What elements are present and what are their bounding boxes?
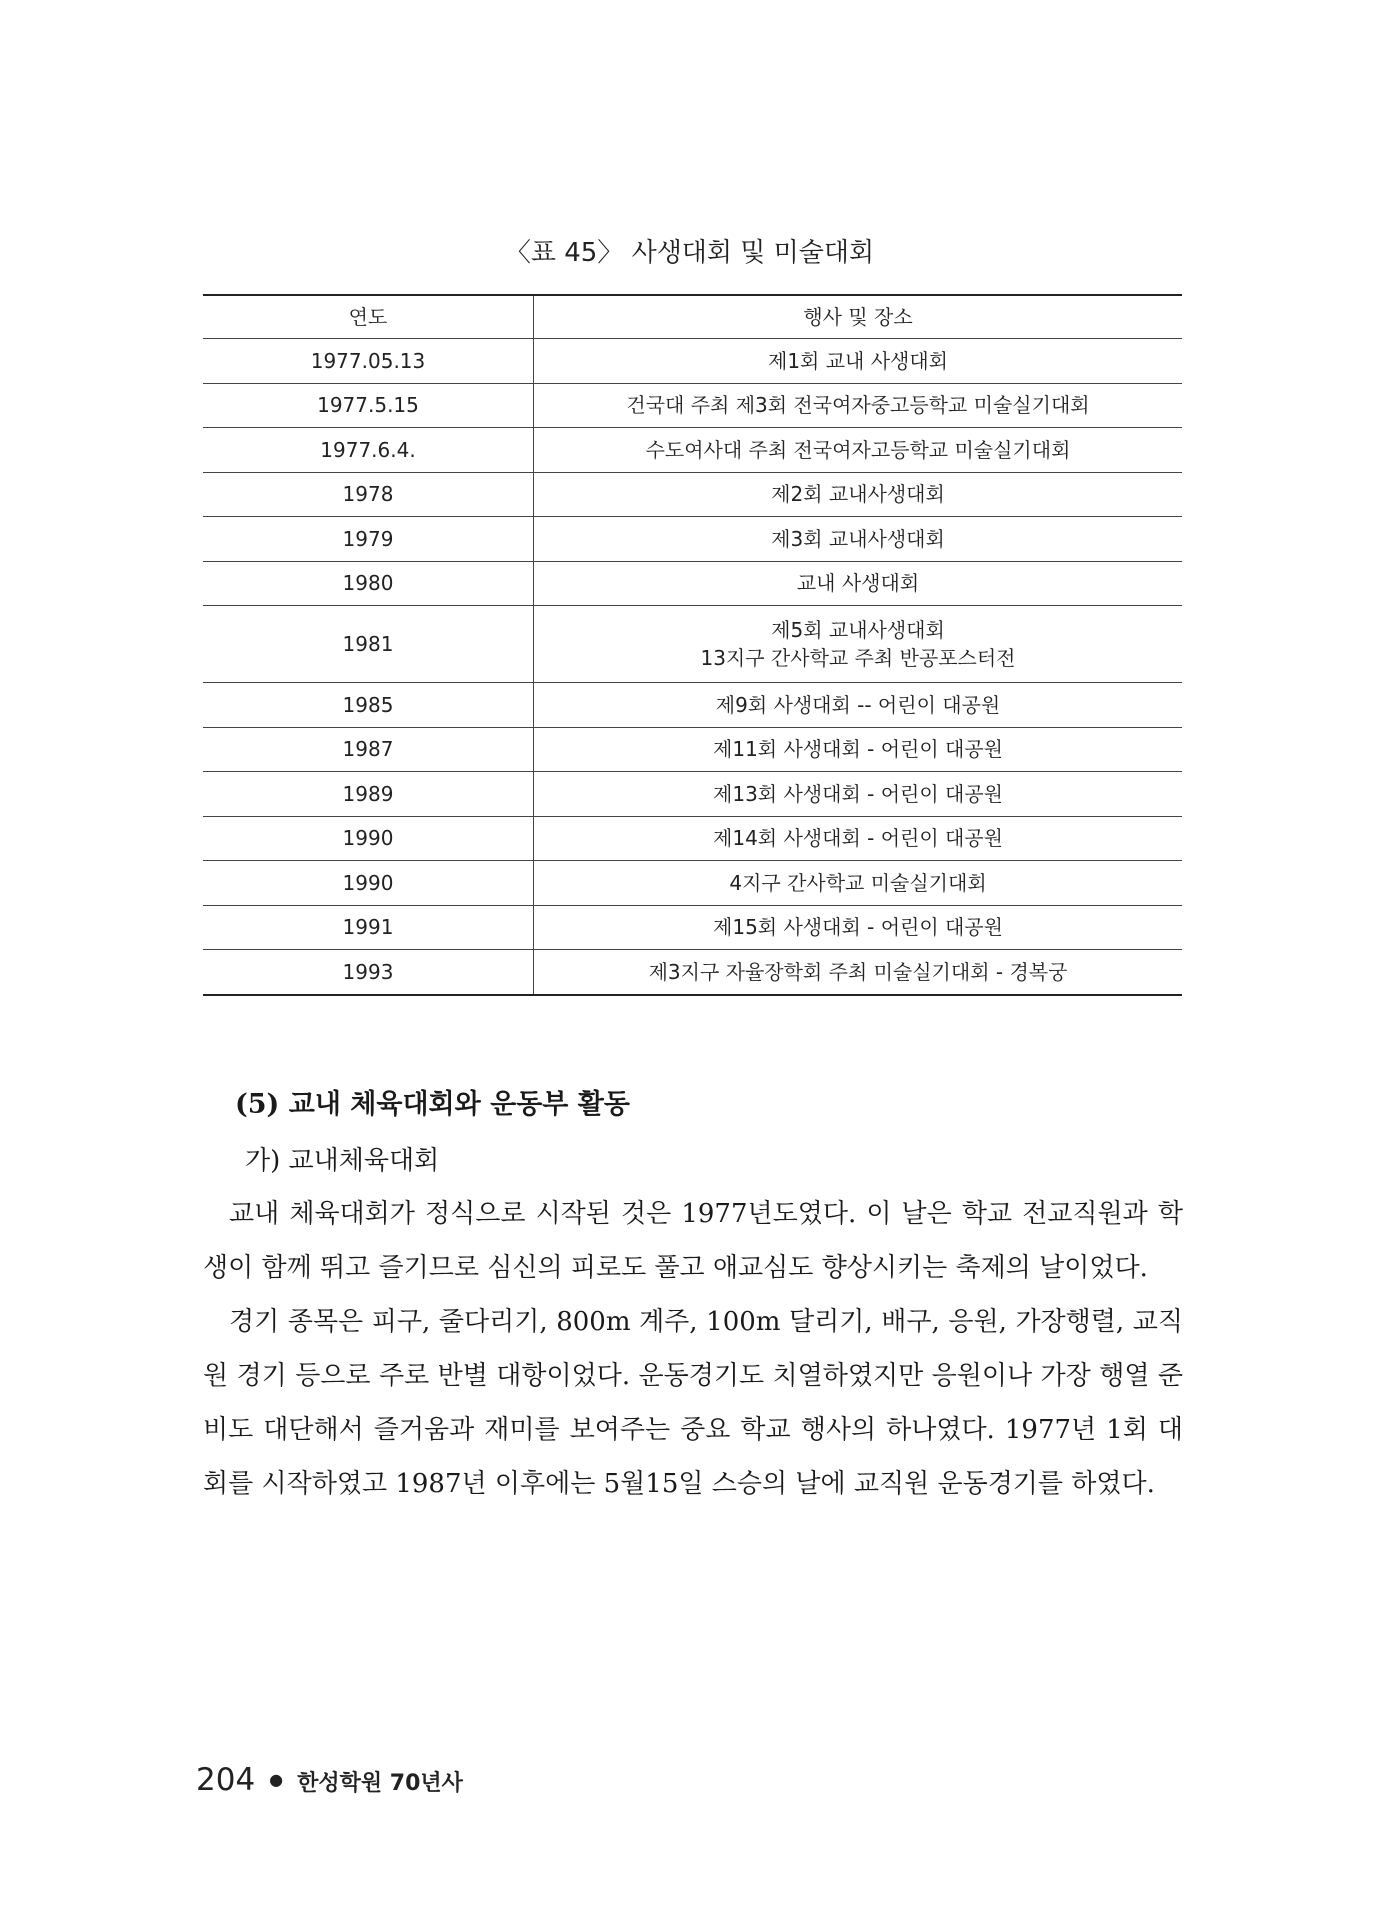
table-caption: 〈표 45〉 사생대회 및 미술대회 [504,238,875,268]
year-cell: 1980 [203,561,534,606]
event-cell: 4지구 간사학교 미술실기대회 [534,861,1183,906]
event-cell: 교내 사생대회 [534,561,1183,606]
table-row [203,339,1182,384]
year-cell: 1979 [203,517,534,562]
year-cell: 1989 [203,772,534,817]
header-event: 행사 및 장소 [534,295,1183,339]
year-cell: 1993 [203,950,534,995]
table-row [203,950,1182,995]
year-cell: 1977.5.15 [203,383,534,428]
table-row [203,905,1182,950]
section-heading: (5) 교내 체육대회와 운동부 활동 [235,1089,630,1120]
year-cell: 1990 [203,816,534,861]
table-row [203,683,1182,728]
page-number: 204 [196,1762,256,1798]
year-cell: 1991 [203,905,534,950]
event-cell: 수도여사대 주최 전국여자고등학교 미술실기대회 [534,428,1183,473]
table-row [203,606,1182,683]
event-cell: 제14회 사생대회 - 어린이 대공원 [534,816,1183,861]
year-cell: 1981 [203,606,534,683]
table-row [203,772,1182,817]
event-line: 13지구 간사학교 주최 반공포스터전 [700,646,1016,670]
header-year: 연도 [203,295,534,339]
year-cell: 1987 [203,727,534,772]
event-cell: 제3회 교내사생대회 [534,517,1183,562]
event-cell: 제9회 사생대회 -- 어린이 대공원 [534,683,1183,728]
event-cell: 제3지구 자율장학회 주최 미술실기대회 - 경복궁 [534,950,1183,995]
table-row [203,428,1182,473]
table-row [203,816,1182,861]
event-cell: 건국대 주최 제3회 전국여자중고등학교 미술실기대회 [534,383,1183,428]
table-header-row [203,295,1182,339]
bullet-icon: ● [269,1770,284,1789]
paragraph: 교내 체육대회가 정식으로 시작된 것은 1977년도였다. 이 날은 학교 전교직원과 학생이 함께 뛰고 즐기므로 심신의 피로도 풀고 애교심도 향상시키는 축제의 날이었다. [203,1199,1183,1283]
year-cell: 1977.05.13 [203,339,534,384]
year-cell: 1978 [203,472,534,517]
event-cell: 제13회 사생대회 - 어린이 대공원 [534,772,1183,817]
table-row [203,861,1182,906]
event-cell: 제15회 사생대회 - 어린이 대공원 [534,905,1183,950]
event-cell: 제2회 교내사생대회 [534,472,1183,517]
event-cell: 제1회 교내 사생대회 [534,339,1183,384]
table-row [203,517,1182,562]
event-line: 제5회 교내사생대회 [771,618,945,642]
events-table [203,294,1182,996]
table-row [203,472,1182,517]
sub-heading: 가) 교내체육대회 [245,1146,440,1176]
book-title: 한성학원 70년사 [297,1771,463,1796]
year-cell: 1985 [203,683,534,728]
year-cell: 1977.6.4. [203,428,534,473]
event-cell [534,606,1183,683]
year-cell: 1990 [203,861,534,906]
body-text [203,1187,1183,1511]
page-footer [196,1762,463,1798]
paragraph: 경기 종목은 피구, 줄다리기, 800m 계주, 100m 달리기, 배구, 응원, 가장행렬, 교직원 경기 등으로 주로 반별 대항이었다. 운동경기도 치열하였지만 응원이나 가장 행열 준비도 대단해서 즐거움과 재미를 보여주는 중요 학교 행사의 하나였다. 1977년 1회 대회를 시작하였고 1987년 이후에는 5월15일 스승의 날에 교직원 운동경기를 하였다. [203,1307,1183,1499]
table-row [203,727,1182,772]
event-cell: 제11회 사생대회 - 어린이 대공원 [534,727,1183,772]
table-row [203,383,1182,428]
table-row [203,561,1182,606]
